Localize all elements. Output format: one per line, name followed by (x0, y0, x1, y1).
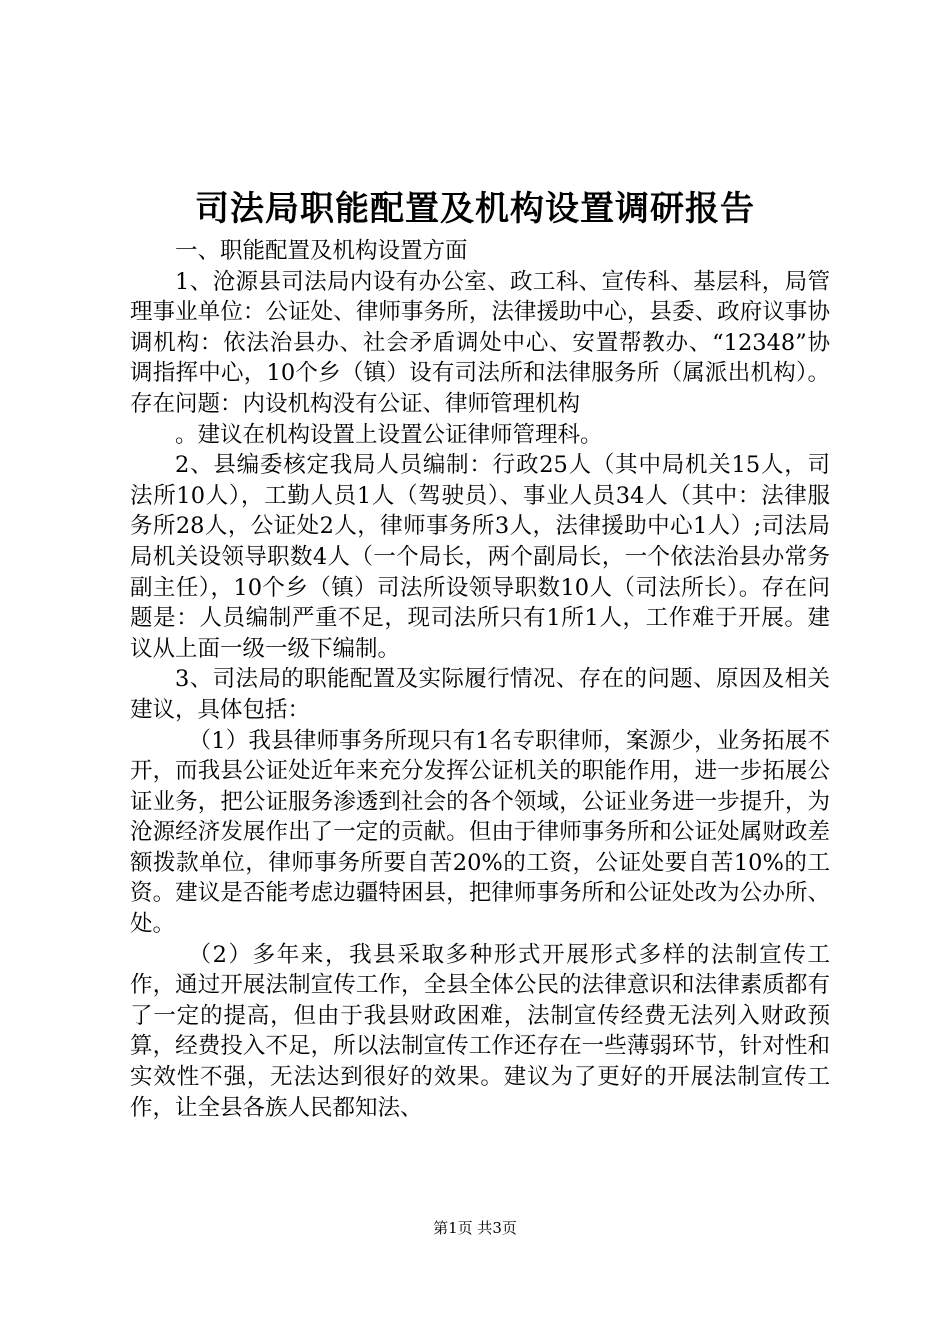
page-footer: 第1页 共3页 (433, 1219, 517, 1237)
paragraph-1: 1、沧源县司法局内设有办公室、政工科、宣传科、基层科，局管理事业单位：公证处、律师事务所，法律援助中心，县委、政府议事协调机构：依法治县办、社会矛盾调处中心、安置帮教办、“12348”协调指挥中心，10个乡（镇）设有司法所和法律服务所（属派出机构）。存在问题：内设机构没有公证、律师管理机构 (130, 268, 830, 417)
paragraph-6: （2）多年来，我县采取多种形式开展形式多样的法制宣传工作，通过开展法制宣传工作，全县全体公民的法律意识和法律素质都有了一定的提高，但由于我县财政困难，法制宣传经费无法列入财政预算，经费投入不足，所以法制宣传工作还存在一些薄弱环节，针对性和实效性不强，无法达到很好的效果。建议为了更好的开展法制宣传工作，让全县各族人民都知法、 (130, 941, 830, 1121)
paragraph-2: 。建议在机构设置上设置公证律师管理科。 (175, 421, 603, 448)
paragraph-5: （1）我县律师事务所现只有1名专职律师，案源少，业务拓展不开，而我县公证处近年来充分发挥公证机关的职能作用，进一步拓展公证业务，把公证服务渗透到社会的各个领域，公证业务进一步提升，为沧源经济发展作出了一定的贡献。但由于律师事务所和公证处属财政差额拨款单位，律师事务所要自苦20%的工资，公证处要自苦10%的工资。建议是否能考虑边疆特困县，把律师事务所和公证处改为公办所、处。 (130, 727, 830, 938)
paragraph-3: 2、县编委核定我局人员编制：行政25人（其中局机关15人，司法所10人），工勤人员1人（驾驶员）、事业人员34人（其中：法律服务所28人，公证处2人，律师事务所3人，法律援助中心1人）;司法局局机关设领导职数4人（一个局长，两个副局长，一个依法治县办常务副主任），10个乡（镇）司法所设领导职数10人（司法所长）。存在问题是：人员编制严重不足，现司法所只有1所1人，工作难于开展。建议从上面一级一级下编制。 (130, 452, 830, 662)
paragraph-4: 3、司法局的职能配置及实际履行情况、存在的问题、原因及相关建议，具体包括： (130, 666, 830, 723)
document-body (130, 236, 830, 1123)
document-title: 司法局职能配置及机构设置调研报告 (195, 189, 755, 229)
section-heading: 一、职能配置及机构设置方面 (175, 238, 468, 264)
